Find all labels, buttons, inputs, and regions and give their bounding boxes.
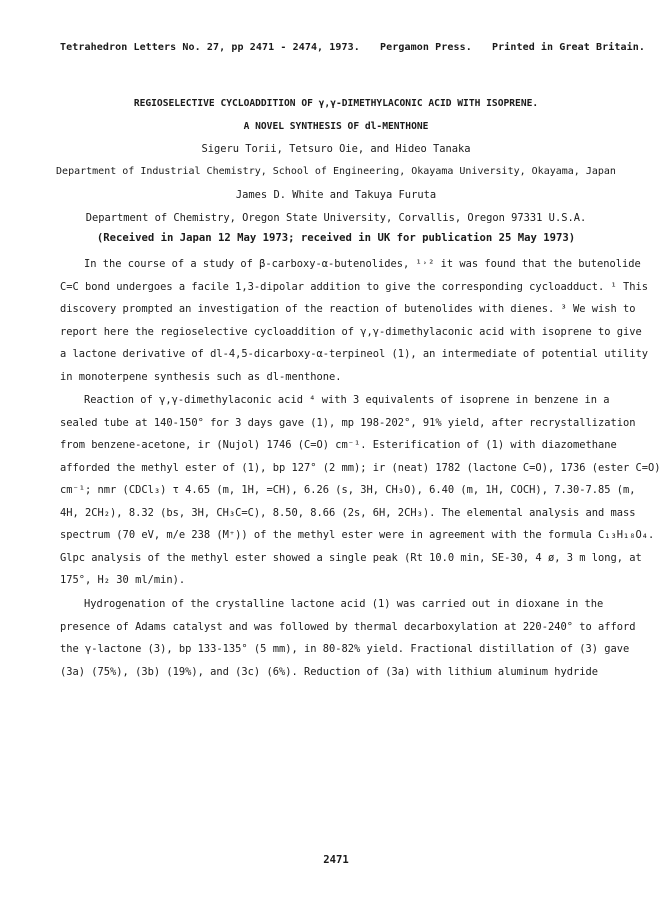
text-line: 4H, 2CH₂), 8.32 (bs, 3H, CH₃C=C), 8.50, 8.66 (2s, 6H, 2CH₃). The elemental analysis and mass bbox=[60, 506, 636, 519]
running-header bbox=[60, 42, 645, 53]
affiliation-okayama: Department of Industrial Chemistry, School of Engineering, Okayama University, Okayama, Japan bbox=[56, 166, 616, 177]
paragraph-hydrogenation bbox=[60, 593, 636, 683]
text-line: C=C bond undergoes a facile 1,3-dipolar addition to give the corresponding cycloadduct. ¹ This bbox=[60, 280, 649, 293]
text-line: presence of Adams catalyst and was followed by thermal decarboxylation at 220-240° to afford bbox=[60, 620, 636, 633]
text-line: a lactone derivative of dl-4,5-dicarboxy-α-terpineol (1), an intermediate of potential utility bbox=[60, 348, 649, 360]
text-line: Hydrogenation of the crystalline lactone acid (1) was carried out in dioxane in the bbox=[84, 598, 604, 610]
received-dates: (Received in Japan 12 May 1973; received in UK for publication 25 May 1973) bbox=[96, 232, 576, 244]
text-line: in monoterpene synthesis such as dl-menthone. bbox=[60, 370, 342, 383]
article-title-line-2: A NOVEL SYNTHESIS OF dl-MENTHONE bbox=[243, 121, 429, 132]
paragraph-introduction bbox=[60, 253, 649, 388]
text-line: sealed tube at 140-150° for 3 days gave (1), mp 198-202°, 91% yield, after recrystallization bbox=[60, 416, 636, 429]
text-line: (3a) (75%), (3b) (19%), and (3c) (6%). Reduction of (3a) with lithium aluminum hydride bbox=[60, 665, 598, 678]
text-line: In the course of a study of β-carboxy-α-butenolides, ¹˒² it was found that the butenolide bbox=[84, 258, 641, 270]
text-line: Glpc analysis of the methyl ester showed a single peak (Rt 10.0 min, SE-30, 4 ø, 3 m long, at bbox=[60, 551, 642, 564]
text-line: discovery prompted an investigation of the reaction of butenolides with dienes. ³ We wish to bbox=[60, 303, 636, 315]
publisher: Pergamon Press. bbox=[380, 42, 472, 53]
journal-citation: Tetrahedron Letters No. 27, pp 2471 - 2474, 1973. bbox=[60, 42, 360, 53]
text-line: 175°, H₂ 30 ml/min). bbox=[60, 574, 186, 586]
text-line: report here the regioselective cycloaddition of γ,γ-dimethylaconic acid with isoprene to give bbox=[60, 325, 642, 338]
text-line: cm⁻¹; nmr (CDCl₃) τ 4.65 (m, 1H, =CH), 6.26 (s, 3H, CH₃O), 6.40 (m, 1H, COCH), 7.30-7.85 (m, bbox=[60, 484, 636, 496]
text-line: spectrum (70 eV, m/e 238 (M⁺)) of the methyl ester were in agreement with the formula C₁₃H₁₈O₄. bbox=[60, 529, 655, 541]
text-line: from benzene-acetone, ir (Nujol) 1746 (C=O) cm⁻¹. Esterification of (1) with diazomethane bbox=[60, 439, 617, 451]
article-title-line-1: REGIOSELECTIVE CYCLOADDITION OF γ,γ-DIMETHYLACONIC ACID WITH ISOPRENE. bbox=[133, 98, 539, 109]
text-line: Reaction of γ,γ-dimethylaconic acid ⁴ with 3 equivalents of isoprene in benzene in a bbox=[84, 394, 610, 406]
printed-note: Printed in Great Britain. bbox=[491, 42, 645, 53]
affiliation-oregon: Department of Chemistry, Oregon State University, Corvallis, Oregon 97331 U.S.A. bbox=[85, 212, 587, 224]
page-number: 2471 bbox=[323, 854, 349, 866]
authors-oregon: James D. White and Takuya Furuta bbox=[235, 189, 437, 201]
text-line: the γ-lactone (3), bp 133-135° (5 mm), in 80-82% yield. Fractional distillation of (3) gave bbox=[60, 643, 630, 655]
authors-okayama: Sigeru Torii, Tetsuro Oie, and Hideo Tanaka bbox=[201, 143, 471, 155]
paragraph-reaction bbox=[60, 389, 661, 592]
text-line: afforded the methyl ester of (1), bp 127° (2 mm); ir (neat) 1782 (lactone C=O), 1736 (ester C=O) bbox=[60, 461, 661, 474]
